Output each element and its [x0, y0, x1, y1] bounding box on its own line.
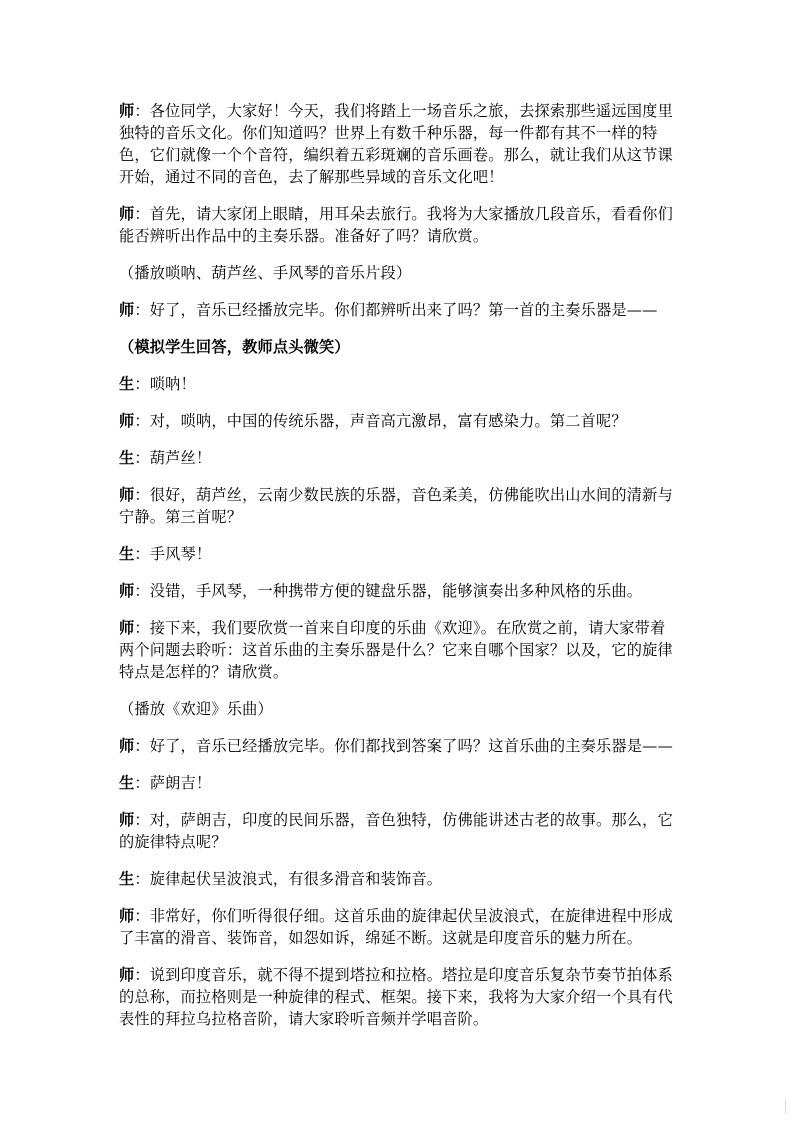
stage-direction: [119, 262, 679, 284]
paragraph-text: 手风琴！: [149, 545, 212, 563]
dialogue-paragraph: [119, 203, 679, 247]
stage-direction: [119, 336, 679, 358]
speaker-label: 师: [119, 102, 135, 120]
speaker-separator: ：: [134, 449, 150, 467]
speaker-label: 生: [119, 870, 135, 888]
speaker-separator: ：: [134, 774, 150, 792]
dialogue-paragraph: [119, 100, 679, 188]
paragraph-text: 非常好，你们听得很仔细。这首乐曲的旋律起伏呈波浪式，在旋律进程中形成了丰富的滑音、装饰音，如怨如诉，绵延不断。这就是印度音乐的魅力所在。: [119, 907, 673, 947]
paragraph-text: 对，唢呐，中国的传统乐器，声音高亢激昂，富有感染力。第二首呢？: [149, 412, 627, 430]
dialogue-paragraph: [119, 447, 679, 469]
dialogue-paragraph: [119, 809, 679, 853]
speaker-label: 师: [119, 966, 135, 984]
stage-direction-text: （播放《欢迎》乐曲）: [119, 700, 273, 718]
stage-direction: [119, 698, 679, 720]
document-page: [119, 100, 679, 1045]
paragraph-text: 各位同学，大家好！今天，我们将踏上一场音乐之旅，去探索那些遥远国度里独特的音乐文化。你们知道吗？世界上有数千种乐器，每一件都有其不一样的特色，它们就像一个个音符，编织着五彩斑斓的音乐画卷。那么，就让我们从这节课开始，通过不同的音色，去了解那些异域的音乐文化吧！: [119, 102, 673, 186]
paragraph-text: 说到印度音乐，就不得不提到塔拉和拉格。塔拉是印度音乐复杂节奏节拍体系的总称，而拉格则是一种旋律的程式、框架。接下来，我将为大家介绍一个具有代表性的拜拉乌拉格音阶，请大家聆听音频并学唱音阶。: [119, 966, 673, 1028]
speaker-label: 生: [119, 449, 135, 467]
speaker-separator: ：: [134, 301, 150, 319]
dialogue-paragraph: [119, 735, 679, 757]
dialogue-paragraph: [119, 964, 679, 1030]
speaker-separator: ：: [134, 205, 150, 223]
speaker-separator: ：: [134, 412, 150, 430]
speaker-label: 师: [119, 619, 135, 637]
speaker-separator: ：: [134, 545, 150, 563]
speaker-label: 师: [119, 737, 135, 755]
speaker-label: 师: [119, 412, 135, 430]
dialogue-paragraph: [119, 772, 679, 794]
paragraph-text: 首先，请大家闭上眼睛，用耳朵去旅行。我将为大家播放几段音乐，看看你们能否辨听出作品中的主奏乐器。准备好了吗？请欣赏。: [119, 205, 673, 245]
dialogue-paragraph: [119, 373, 679, 395]
paragraph-text: 接下来，我们要欣赏一首来自印度的乐曲《欢迎》。在欣赏之前，请大家带着两个问题去聆听：这首乐曲的主奏乐器是什么？它来自哪个国家？以及，它的旋律特点是怎样的？请欣赏。: [119, 619, 673, 681]
speaker-separator: ：: [134, 102, 150, 120]
speaker-separator: ：: [134, 619, 150, 637]
speaker-label: 师: [119, 582, 135, 600]
paragraph-text: 很好，葫芦丝，云南少数民族的乐器，音色柔美，仿佛能吹出山水间的清新与宁静。第三首呢？: [119, 486, 673, 526]
speaker-label: 生: [119, 774, 135, 792]
speaker-separator: ：: [134, 582, 150, 600]
dialogue-paragraph: [119, 617, 679, 683]
paragraph-text: 萨朗吉！: [149, 774, 212, 792]
paragraph-text: 好了，音乐已经播放完毕。你们都辨听出来了吗？第一首的主奏乐器是——: [149, 301, 658, 319]
paragraph-text: 葫芦丝！: [149, 449, 212, 467]
speaker-separator: ：: [134, 966, 150, 984]
dialogue-paragraph: [119, 543, 679, 565]
dialogue-paragraph: [119, 580, 679, 602]
page-edge-mark: [785, 1100, 786, 1114]
dialogue-paragraph: [119, 299, 679, 321]
dialogue-paragraph: [119, 905, 679, 949]
speaker-separator: ：: [134, 375, 150, 393]
speaker-separator: ：: [134, 486, 150, 504]
speaker-label: 师: [119, 205, 135, 223]
dialogue-paragraph: [119, 868, 679, 890]
dialogue-paragraph: [119, 410, 679, 432]
paragraph-text: 好了，音乐已经播放完毕。你们都找到答案了吗？这首乐曲的主奏乐器是——: [149, 737, 673, 755]
dialogue-paragraph: [119, 484, 679, 528]
paragraph-text: 对，萨朗吉，印度的民间乐器，音色独特，仿佛能讲述古老的故事。那么，它的旋律特点呢？: [119, 811, 673, 851]
paragraph-text: 旋律起伏呈波浪式，有很多滑音和装饰音。: [149, 870, 443, 888]
speaker-separator: ：: [134, 907, 150, 925]
stage-direction-text: （模拟学生回答，教师点头微笑）: [119, 338, 350, 356]
speaker-label: 师: [119, 486, 135, 504]
paragraph-text: 没错，手风琴，一种携带方便的键盘乐器，能够演奏出多种风格的乐曲。: [149, 582, 643, 600]
stage-direction-text: （播放唢呐、葫芦丝、手风琴的音乐片段）: [119, 264, 412, 282]
speaker-label: 师: [119, 811, 135, 829]
speaker-separator: ：: [134, 737, 150, 755]
speaker-separator: ：: [134, 811, 150, 829]
speaker-label: 生: [119, 375, 135, 393]
speaker-label: 师: [119, 301, 135, 319]
speaker-separator: ：: [134, 870, 150, 888]
speaker-label: 师: [119, 907, 135, 925]
paragraph-text: 唢呐！: [149, 375, 196, 393]
speaker-label: 生: [119, 545, 135, 563]
